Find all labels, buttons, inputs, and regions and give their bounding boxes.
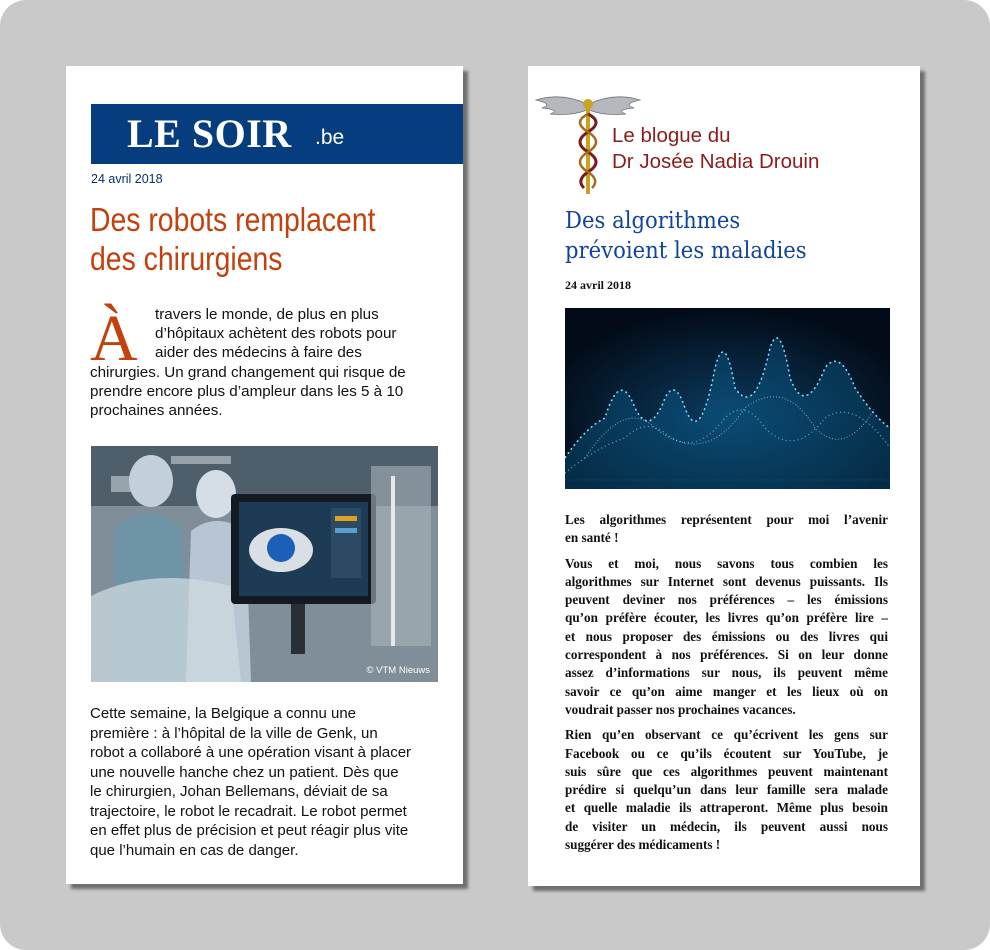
lede-line: prochaines années. [90,402,223,420]
lede-line: travers le monde, de plus en plus [155,306,379,323]
title-line: des chirurgiens [90,240,283,277]
body-line: en effet plus de précision et peut réagir plus vite [90,822,409,839]
body-line: et nous proposer des émissions ou des livres qui [565,628,888,644]
blog-article-body [565,511,888,854]
le-soir-masthead [91,104,463,164]
le-soir-article-card [66,66,463,884]
lede-line: chirurgies. Un grand changement qui risque de [90,363,406,381]
le-soir-article-date: 24 avril 2018 [91,172,163,186]
lede-line: d’hôpitaux achètent des robots pour [155,325,397,343]
body-line: première : à l’hôpital de la ville de Genk, un [90,724,378,742]
drop-cap: À [90,302,138,375]
body-line: suis sûre que ces algorithmes peuvent maintenant [565,763,888,779]
blog-title-line: Le blogue du [612,124,731,147]
paragraph-gap [565,548,888,555]
le-soir-logo-tld: .be [315,126,345,149]
body-line: peuvent deviner nos préférences – les émissions [565,592,888,608]
le-soir-logo-text: LE SOIR [127,111,292,156]
body-line: suggérer des médicaments ! [565,837,721,853]
title-line: Des robots remplacent [90,201,376,238]
body-line: qu’on préfère écouter, les livres qu’on préfère lire – [565,610,888,626]
body-line: de visiter un médecin, ils peuvent aussi nous [565,818,888,834]
body-line: que l’humain en cas de danger. [90,841,299,859]
le-soir-article-title [90,200,451,278]
blog-article-card [528,66,920,886]
body-line: Cette semaine, la Belgique a connu une [90,705,357,722]
robot-surgery-photo [91,446,438,682]
le-soir-lede [90,302,440,420]
body-line: une nouvelle hanche chez un patient. Dès que [90,763,399,781]
data-waves-illustration [565,308,890,489]
body-line: assez d’informations sur nous, ils peuvent même [565,665,888,681]
body-line: Les algorithmes représentent pour moi l’avenir [565,512,888,527]
body-line: trajectoire, le robot le recadrait. Le robot permet [90,802,407,820]
blog-title-line: Dr Josée Nadia Drouin [612,150,820,173]
body-line: robot a collaboré à une opération visant à placer [90,744,412,761]
paragraph-gap [565,719,888,726]
lede-line: aider des médecins à faire des [155,344,362,362]
body-line: Vous et moi, nous savons tous combien les [565,555,888,571]
photo-credit: © VTM Nieuws [366,665,430,676]
title-line: prévoient les maladies [565,238,807,264]
body-line: en santé ! [565,530,619,546]
body-line: Facebook ou ce qu’ils écoutent sur YouTube, je [565,745,888,761]
body-line: le chirurgien, Johan Bellemans, déviait de sa [90,783,388,800]
le-soir-article-body [90,704,445,860]
robot-surgery-illustration [91,446,438,682]
body-line: prédire si quelqu’un dans leur famille sera malade [565,782,888,798]
body-line: correspondent à nos préférences. Si on leur donne [565,647,888,663]
data-waves-image [565,308,890,489]
body-line: voudrait passer nos prochaines vacances. [565,701,796,717]
lede-line: prendre encore plus d’ampleur dans les 5 à 10 [90,382,404,400]
blog-title [612,123,819,175]
body-line: et quelle maladie ils attraperont. Même plus besoin [565,800,888,816]
body-line: algorithmes sur Internet sont devenus puissants. Ils [565,573,888,589]
body-line: savoir ce qu’on aime manger et les lieux où on [565,683,888,699]
title-line: Des algorithmes [565,208,741,234]
blog-article-date: 24 avril 2018 [565,278,631,292]
body-line: Rien qu’en observant ce qu’écrivent les gens sur [565,727,888,743]
blog-article-title [565,206,807,266]
